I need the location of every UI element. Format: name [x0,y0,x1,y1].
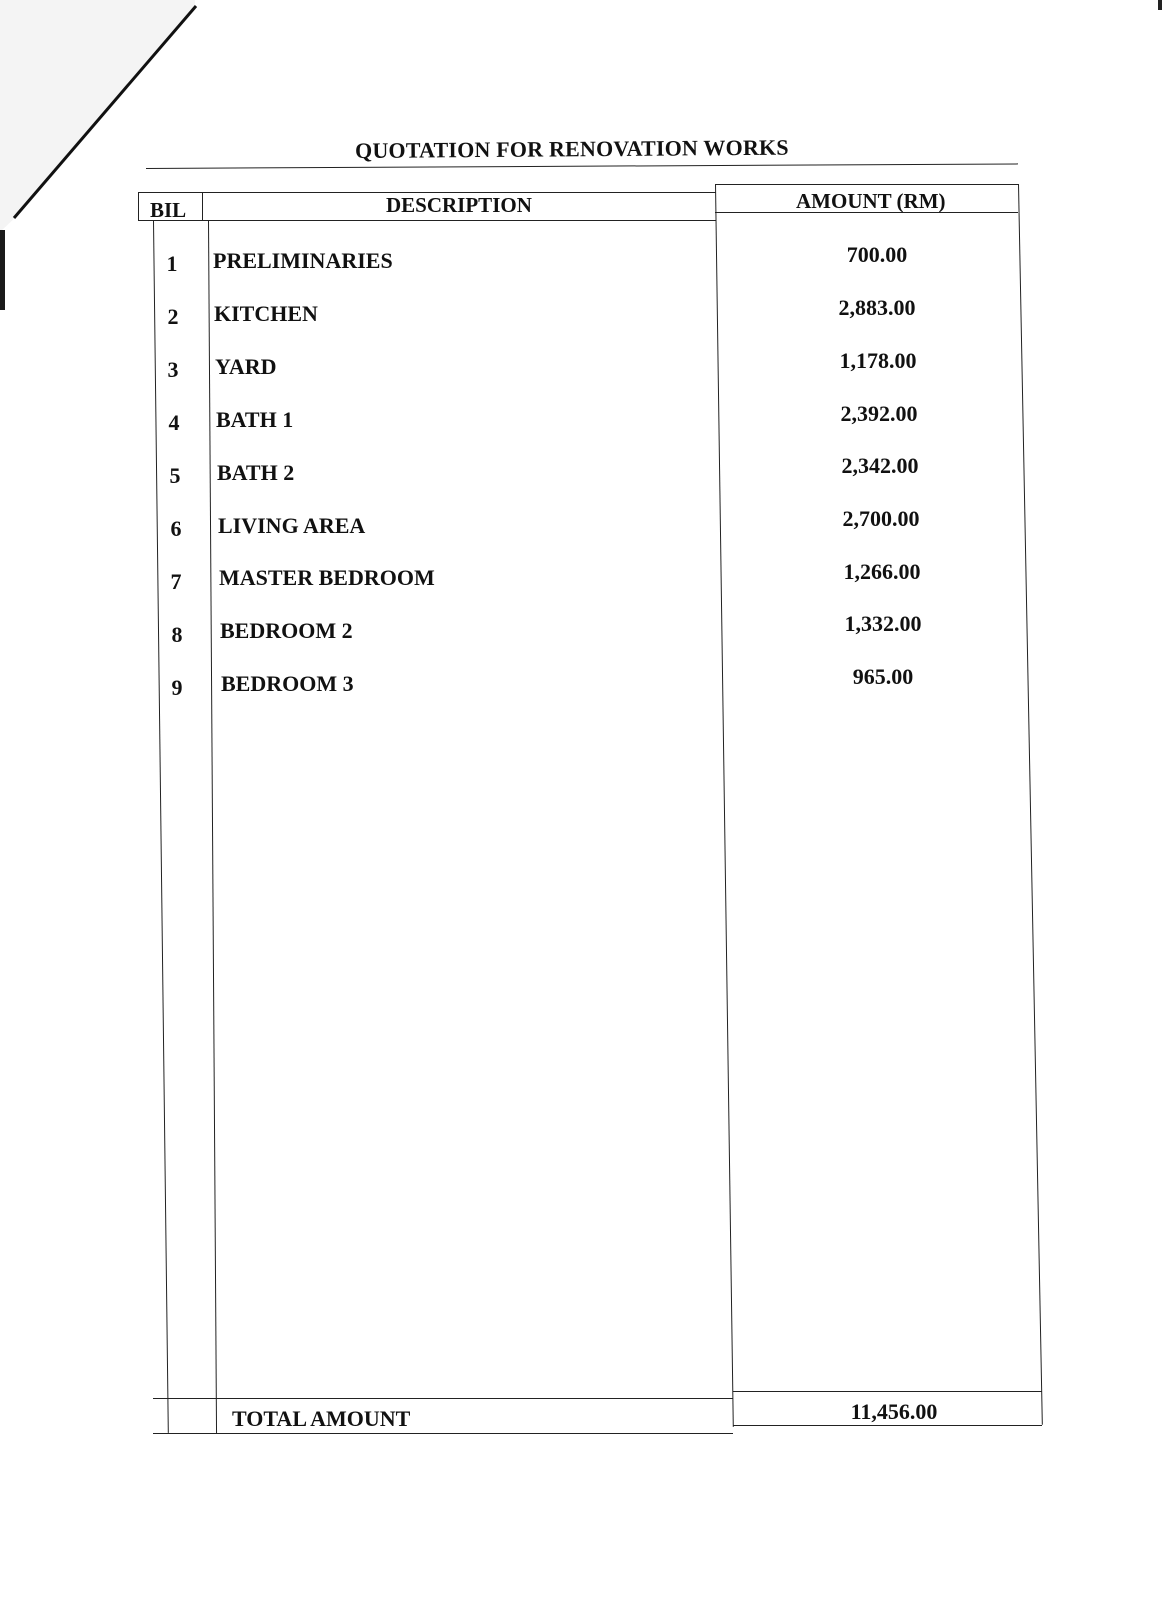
header-bottom-border-left [138,220,716,221]
table-bottom-border-left [153,1433,733,1434]
row-3-description: YARD [215,354,277,379]
row-7-amount: 1,266.00 [843,559,921,584]
table-top-border [715,184,1018,185]
row-2-amount: 2,883.00 [838,295,916,320]
scan-mark-artifact [1158,0,1162,10]
total-top-border-left [153,1398,733,1399]
bil-column-divider [208,221,217,1433]
row-6-number: 6 [170,516,182,541]
row-5-number: 5 [169,463,181,488]
total-label: TOTAL AMOUNT [232,1406,411,1431]
bil-column-divider-header [202,192,203,221]
row-8-number: 8 [171,622,183,647]
table-bottom-border-right [733,1425,1042,1426]
row-9-amount: 965.00 [852,664,914,689]
scan-edge-artifact [0,230,5,310]
row-9-number: 9 [171,675,183,700]
row-9-description: BEDROOM 3 [221,671,354,696]
document-title: QUOTATION FOR RENOVATION WORKS [355,134,789,163]
row-4-amount: 2,392.00 [840,401,918,426]
row-2-number: 2 [167,304,179,329]
total-top-border-right [733,1391,1042,1392]
column-header-bil: BIL [150,198,187,222]
amount-column-divider [715,184,734,1427]
row-4-description: BATH 1 [216,407,294,432]
row-7-number: 7 [170,569,182,594]
row-6-description: LIVING AREA [218,513,366,538]
row-1-number: 1 [166,251,178,276]
column-header-description: DESCRIPTION [386,193,532,217]
table-right-border [1018,184,1043,1425]
row-7-description: MASTER BEDROOM [219,565,435,590]
row-3-amount: 1,178.00 [839,348,917,373]
row-8-amount: 1,332.00 [844,611,922,636]
table-left-border [153,221,169,1433]
column-header-amount: AMOUNT (RM) [796,189,946,213]
row-1-description: PRELIMINARIES [213,248,393,273]
row-1-amount: 700.00 [846,242,908,267]
row-8-description: BEDROOM 2 [220,618,353,643]
row-5-description: BATH 2 [217,460,295,485]
title-underline [146,163,1018,169]
total-amount: 11,456.00 [850,1399,938,1424]
row-6-amount: 2,700.00 [842,506,920,531]
row-2-description: KITCHEN [214,301,318,326]
table-left-border-header [138,192,139,221]
row-4-number: 4 [168,410,180,435]
row-3-number: 3 [167,357,179,382]
row-5-amount: 2,342.00 [841,453,919,478]
